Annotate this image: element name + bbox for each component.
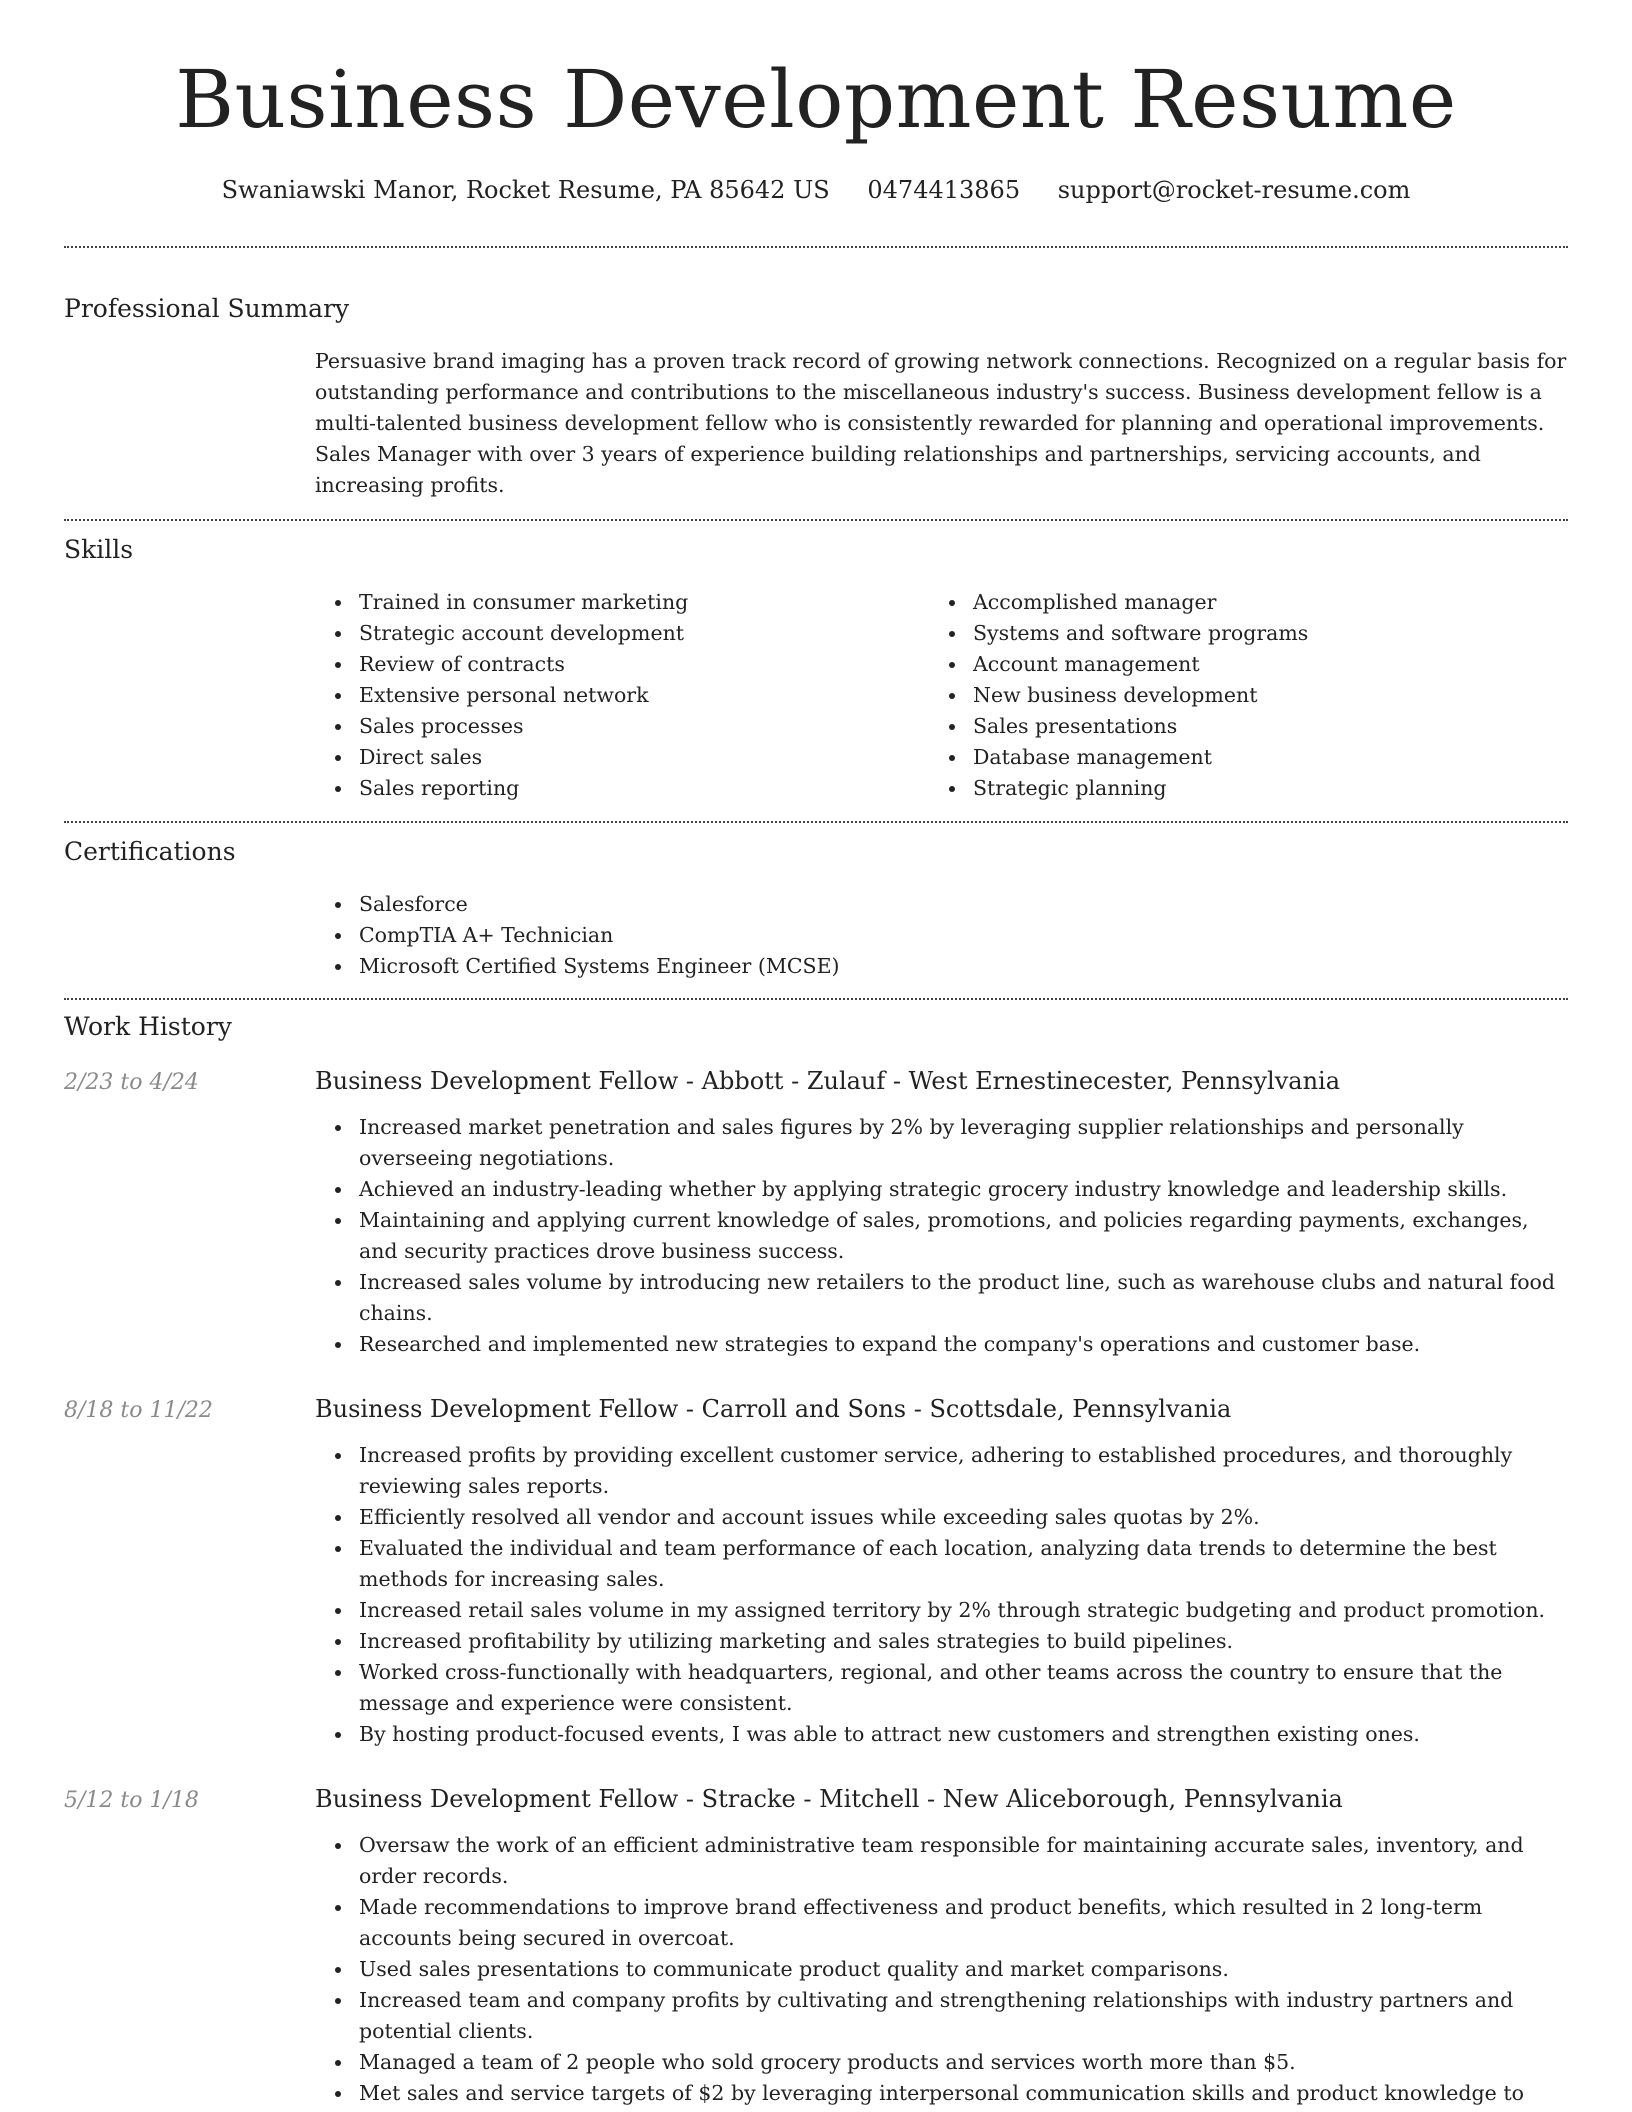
job-bullet: Increased profitability by utilizing marketing and sales strategies to build pipelines. xyxy=(315,1626,1568,1657)
resume-header xyxy=(0,0,1632,206)
job-header xyxy=(64,1784,1568,1816)
certification-item: Microsoft Certified Systems Engineer (MCSE) xyxy=(315,951,1568,982)
job-bullet: Increased profits by providing excellent customer service, adhering to established procedures, and thoroughly reviewing sales reports. xyxy=(315,1440,1568,1502)
skill-item: Extensive personal network xyxy=(315,680,929,711)
job-header xyxy=(64,1066,1568,1098)
job-bullets xyxy=(315,1112,1568,1360)
contact-phone: 0474413865 xyxy=(867,176,1021,204)
skills-list-left xyxy=(315,587,929,804)
skills-heading: Skills xyxy=(64,535,134,564)
job-bullets xyxy=(315,1830,1568,2109)
job-bullet: Made recommendations to improve brand effectiveness and product benefits, which resulted in 2 long-term accounts being secured in overcoat. xyxy=(315,1892,1568,1954)
summary-text: Persuasive brand imaging has a proven track record of growing network connections. Recognized on a regular basis for outstanding performance and contributions to the miscellaneous industry's success. Business development fellow is a multi-talented business development fellow who is consistently rewarded for planning and operational improvements. Sales Manager with over 3 years of experience building relationships and partnerships, servicing accounts, and increasing profits. xyxy=(315,349,1567,497)
work-history-section xyxy=(64,1000,1568,2109)
job-bullet: Increased retail sales volume in my assigned territory by 2% through strategic budgeting and product promotion. xyxy=(315,1595,1568,1626)
contact-email: support@rocket-resume.com xyxy=(1057,176,1411,204)
skill-item: Strategic planning xyxy=(929,773,1543,804)
summary-heading: Professional Summary xyxy=(64,294,350,323)
job-bullet: Researched and implemented new strategies to expand the company's operations and customer base. xyxy=(315,1329,1568,1360)
job-bullet: Evaluated the individual and team performance of each location, analyzing data trends to determine the best methods for increasing sales. xyxy=(315,1533,1568,1595)
job-title: Business Development Fellow - Stracke - Mitchell - New Aliceborough, Pennsylvania xyxy=(315,1785,1343,1813)
skill-item: Sales reporting xyxy=(315,773,929,804)
job-entry xyxy=(64,1784,1568,2109)
skills-grid xyxy=(315,587,1568,804)
certification-item: CompTIA A+ Technician xyxy=(315,920,1568,951)
job-bullet: Worked cross-functionally with headquarters, regional, and other teams across the country to ensure that the message and experience were consistent. xyxy=(315,1657,1568,1719)
skill-item: Database management xyxy=(929,742,1543,773)
job-bullet: Efficiently resolved all vendor and account issues while exceeding sales quotas by 2%. xyxy=(315,1502,1568,1533)
job-bullet: Oversaw the work of an efficient administrative team responsible for maintaining accurate sales, inventory, and order records. xyxy=(315,1830,1568,1892)
job-bullet: Met sales and service targets of $2 by leveraging interpersonal communication skills and product knowledge to xyxy=(315,2078,1568,2109)
skill-item: New business development xyxy=(929,680,1543,711)
job-bullets xyxy=(315,1440,1568,1750)
work-history-heading: Work History xyxy=(64,1012,232,1041)
job-dates: 8/18 to 11/22 xyxy=(64,1398,213,1423)
job-bullet: Managed a team of 2 people who sold grocery products and services worth more than $5. xyxy=(315,2047,1568,2078)
skill-item: Strategic account development xyxy=(315,618,929,649)
skill-item: Account management xyxy=(929,649,1543,680)
skill-item: Sales presentations xyxy=(929,711,1543,742)
certifications-list xyxy=(315,889,1568,982)
job-bullet: Increased market penetration and sales figures by 2% by leveraging supplier relationships and personally overseeing negotiations. xyxy=(315,1112,1568,1174)
job-dates: 2/23 to 4/24 xyxy=(64,1070,199,1095)
contact-line xyxy=(0,174,1632,206)
skill-item: Review of contracts xyxy=(315,649,929,680)
job-dates: 5/12 to 1/18 xyxy=(64,1788,199,1813)
page-title: Business Development Resume xyxy=(175,53,1457,146)
job-entry xyxy=(64,1066,1568,1360)
skills-list-right xyxy=(929,587,1543,804)
certifications-heading: Certifications xyxy=(64,837,236,866)
job-bullet: Increased sales volume by introducing new retailers to the product line, such as warehouse clubs and natural food chains. xyxy=(315,1267,1568,1329)
skill-item: Direct sales xyxy=(315,742,929,773)
skill-item: Sales processes xyxy=(315,711,929,742)
skill-item: Systems and software programs xyxy=(929,618,1543,649)
job-bullet: Increased team and company profits by cultivating and strengthening relationships with industry partners and potential clients. xyxy=(315,1985,1568,2047)
job-title: Business Development Fellow - Carroll and Sons - Scottsdale, Pennsylvania xyxy=(315,1395,1232,1423)
certification-item: Salesforce xyxy=(315,889,1568,920)
contact-address: Swaniawski Manor, Rocket Resume, PA 85642 US xyxy=(221,176,830,204)
summary-section xyxy=(64,248,1568,501)
job-title: Business Development Fellow - Abbott - Zulauf - West Ernestinecester, Pennsylvania xyxy=(315,1067,1341,1095)
skill-item: Trained in consumer marketing xyxy=(315,587,929,618)
job-header xyxy=(64,1394,1568,1426)
job-bullet: Maintaining and applying current knowledge of sales, promotions, and policies regarding payments, exchanges, and security practices drove business success. xyxy=(315,1205,1568,1267)
job-entry xyxy=(64,1394,1568,1750)
job-bullet: By hosting product-focused events, I was able to attract new customers and strengthen existing ones. xyxy=(315,1719,1568,1750)
certifications-section xyxy=(64,823,1568,982)
skill-item: Accomplished manager xyxy=(929,587,1543,618)
job-bullet: Used sales presentations to communicate product quality and market comparisons. xyxy=(315,1954,1568,1985)
skills-section xyxy=(64,521,1568,804)
job-bullet: Achieved an industry-leading whether by applying strategic grocery industry knowledge and leadership skills. xyxy=(315,1174,1568,1205)
